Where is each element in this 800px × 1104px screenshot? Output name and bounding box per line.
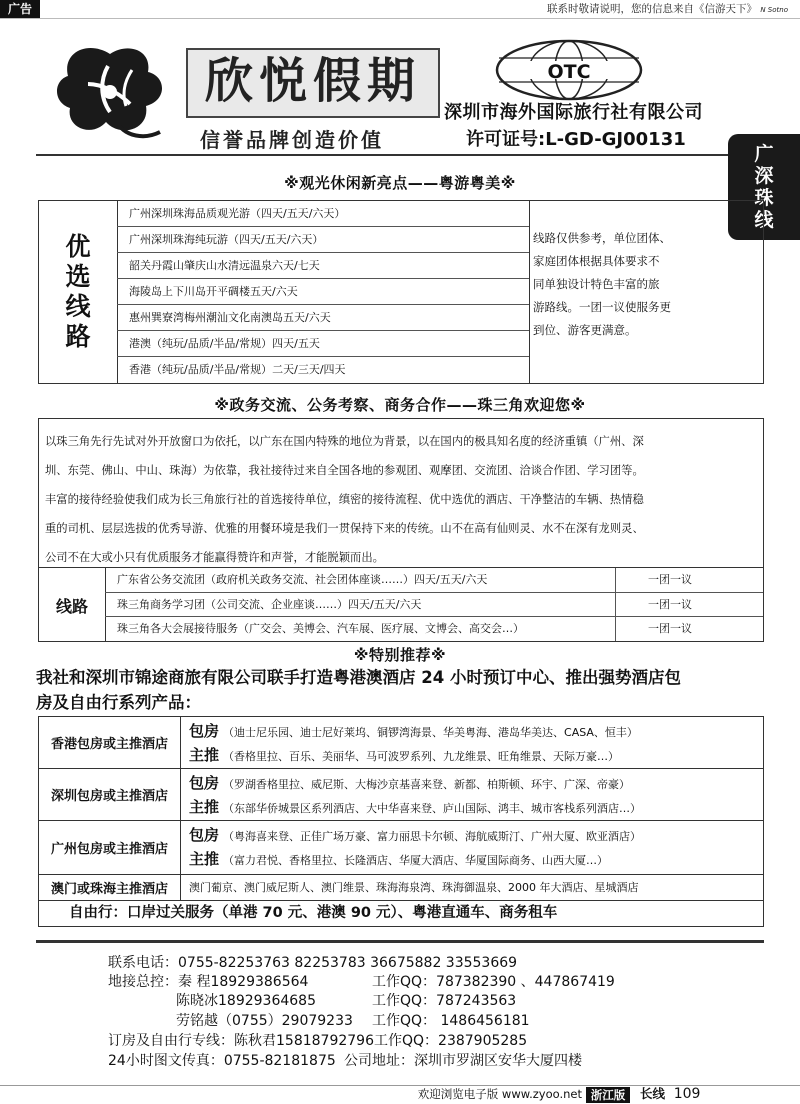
contact-booking-qq: 工作QQ：2387905285 bbox=[374, 1033, 528, 1049]
business-route-price: 一团一议 bbox=[615, 593, 763, 617]
business-intro-line: 重的司机、层层选拔的优秀导游、优雅的用餐环境是我们一贯保持下来的传统。山不在高有仙则灵、水不在深有龙则灵、 bbox=[45, 522, 644, 535]
ad-tag: 广告 bbox=[0, 0, 40, 18]
flower-logo-icon bbox=[48, 40, 173, 145]
contact-ground-qq: 工作QQ：787382390 、447867419 bbox=[372, 974, 615, 990]
business-intro-line: 丰富的接待经验使我们成为长三角旅行社的首选接待单位，缜密的接待流程、优中选优的酒店、干净整洁的车辆、热情稳 bbox=[45, 493, 644, 506]
section-title-sightseeing: ※观光休闲新亮点——粤游粤美※ bbox=[284, 174, 516, 192]
contact-address: 公司地址：深圳市罗湖区安华大厦四楼 bbox=[344, 1053, 582, 1069]
featured-routes-heading bbox=[39, 201, 118, 383]
business-intro bbox=[45, 427, 759, 572]
contact-person-qq: 工作QQ：787243563 bbox=[372, 993, 517, 1009]
side-tab-char: 珠 bbox=[754, 187, 774, 209]
hotel-region: 深圳包房或主推酒店 bbox=[39, 769, 181, 821]
contact-person: 劳铭越（0755）29079233 bbox=[176, 1013, 353, 1029]
footer-edition-badge: 浙江版 bbox=[586, 1087, 630, 1103]
route-note-line: 同单独设计特色丰富的旅 bbox=[533, 277, 660, 291]
license-number: 许可证号:L-GD-GJ00131 bbox=[466, 129, 686, 150]
hotel-region: 广州包房或主推酒店 bbox=[39, 821, 181, 875]
footer-site: 欢迎浏览电子版 www.zyoo.net bbox=[417, 1087, 582, 1101]
section-title-business: ※政务交流、公务考察、商务合作——珠三角欢迎您※ bbox=[214, 396, 586, 414]
hotel-table bbox=[38, 716, 764, 927]
route-item: 广州深圳珠海品质观光游（四天/五天/六天） bbox=[117, 201, 529, 227]
route-item: 广州深圳珠海纯玩游（四天/五天/六天） bbox=[117, 227, 529, 253]
header-divider bbox=[36, 154, 764, 156]
macau-hotel-list: 澳门葡京、澳门威尼斯人、澳门维景、珠海海泉湾、珠海御温泉、2000 年大酒店、星城酒店 bbox=[181, 875, 763, 901]
recommend-intro-text: 我社和深圳市锦途商旅有限公司联手打造 bbox=[36, 668, 333, 687]
business-route-price: 一团一议 bbox=[615, 568, 763, 592]
hotel-list: （东部华侨城景区系列酒店、大中华喜来登、庐山国际、鸿丰、城市客栈系列酒店…） bbox=[223, 802, 642, 815]
route-item: 香港（纯玩/品质/半品/常规）二天/三天/四天 bbox=[129, 363, 346, 376]
business-intro-line: 公司不在大或小只有优质服务才能赢得赞许和声誉，才能脱颖而出。 bbox=[45, 551, 384, 564]
hotel-label: 包房 bbox=[189, 774, 220, 792]
hotel-line-bao bbox=[181, 771, 763, 797]
free-travel-services: 自由行：口岸过关服务（单港 70 元、港澳 90 元）、粤港直通车、商务租车 bbox=[69, 905, 558, 921]
section-title-recommend: ※特别推荐※ bbox=[353, 646, 447, 664]
featured-routes-table bbox=[38, 200, 764, 384]
hotel-label: 包房 bbox=[189, 826, 220, 844]
route-item: 港澳（纯玩/品质/半品/常规）四天/五天 bbox=[117, 331, 529, 357]
hotel-label: 主推 bbox=[189, 798, 220, 816]
page-number: 109 bbox=[673, 1086, 701, 1102]
route-item: 惠州巽寮湾梅州潮汕文化南澳岛五天/六天 bbox=[117, 305, 529, 331]
business-route-name: 珠三角各大会展接待服务（广交会、美博会、汽车展、医疗展、文博会、高交会…） bbox=[117, 622, 524, 636]
contact-divider bbox=[36, 940, 764, 943]
side-tab-char: 广 bbox=[754, 143, 774, 165]
contact-person-qq: 工作QQ： 1486456181 bbox=[372, 1013, 530, 1029]
hotel-region: 香港包房或主推酒店 bbox=[39, 717, 181, 769]
otc-globe-logo-icon bbox=[494, 38, 644, 102]
hotel-label: 主推 bbox=[189, 746, 220, 764]
recommend-intro-text: 、推出强势酒店包 bbox=[548, 668, 681, 687]
business-intro-line: 圳、东莞、佛山、中山、珠海）为依靠，我社接待过来自全国各地的参观团、观摩团、交流团、洽谈合作团、学习团等。 bbox=[45, 464, 644, 477]
brand-title: 欣悦假期 bbox=[186, 48, 440, 118]
heading-char: 路 bbox=[65, 322, 91, 351]
business-route-row bbox=[105, 568, 763, 593]
recommend-intro-highlight: 粤港澳酒店 24 小时预订中心 bbox=[333, 668, 549, 687]
side-tab-char: 深 bbox=[754, 165, 774, 187]
business-route-name: 广东省公务交流团（政府机关政务交流、社会团体座谈……）四天/五天/六天 bbox=[117, 573, 488, 586]
company-name: 深圳市海外国际旅行社有限公司 bbox=[444, 102, 703, 123]
hotel-line-zhu bbox=[181, 743, 763, 769]
contact-fax: 24小时图文传真：0755-82181875 bbox=[108, 1053, 336, 1069]
business-route-name: 珠三角商务学习团（公司交流、企业座谈……）四天/五天/六天 bbox=[117, 597, 422, 611]
contact-person: 陈晓冰18929364685 bbox=[176, 993, 316, 1009]
route-item: 韶关丹霞山肇庆山水清远温泉六天/七天 bbox=[117, 253, 529, 279]
hotel-list: （富力君悦、香格里拉、长隆酒店、华厦大酒店、华厦国际商务、山西大厦…） bbox=[223, 854, 609, 867]
route-item: 海陵岛上下川岛开平碉楼五天/六天 bbox=[117, 279, 529, 305]
slogan: 信誉品牌创造价值 bbox=[200, 128, 384, 152]
hotel-label: 主推 bbox=[189, 850, 220, 868]
side-tab-char: 线 bbox=[754, 209, 774, 231]
source-note-mark: N Sotno bbox=[760, 6, 788, 14]
business-intro-line: 以珠三角先行先试对外开放窗口为依托，以广东在国内特殊的地位为背景，以在国内的极具知名度的经济重镇（广州、深 bbox=[45, 435, 644, 448]
footer-page bbox=[640, 1085, 700, 1103]
hotel-list: （迪士尼乐园、迪士尼好莱坞、铜锣湾海景、华美粤海、港岛华美达、CASA、恒丰） bbox=[223, 726, 638, 739]
business-route-row bbox=[105, 593, 763, 618]
recommend-intro bbox=[36, 665, 766, 715]
contact-ground: 地接总控：秦 程18929386564 bbox=[108, 974, 309, 990]
business-routes-heading: 线路 bbox=[39, 568, 106, 642]
route-note-line: 游路线。一团一议使服务更 bbox=[533, 300, 671, 314]
hotel-line-bao bbox=[181, 823, 763, 849]
hotel-line-bao bbox=[181, 719, 763, 745]
business-route-price: 一团一议 bbox=[615, 617, 763, 641]
route-note-line: 线路仅供参考，单位团体、 bbox=[533, 231, 671, 245]
heading-char: 优 bbox=[65, 232, 91, 261]
business-route-row bbox=[105, 617, 763, 642]
business-box bbox=[38, 418, 764, 642]
route-note-line: 到位、游客更满意。 bbox=[533, 323, 637, 337]
contact-booking: 订房及自由行专线：陈秋君15818792796 bbox=[108, 1033, 374, 1049]
recommend-intro-text: 房及自由行系列产品： bbox=[36, 693, 201, 712]
hotel-region: 澳门或珠海主推酒店 bbox=[39, 875, 181, 901]
hotel-list: （罗湖香格里拉、威尼斯、大梅沙京基喜来登、新都、柏斯顿、环宇、广深、帝豪） bbox=[223, 778, 631, 791]
hotel-list: （粤海喜来登、正佳广场万豪、富力丽思卡尔顿、海航威斯汀、广州大厦、欧亚酒店） bbox=[223, 830, 642, 843]
hotel-label: 包房 bbox=[189, 722, 220, 740]
contact-phone: 联系电话：0755-82253763 82253783 36675882 33553669 bbox=[108, 955, 518, 971]
heading-char: 选 bbox=[65, 262, 91, 291]
route-note bbox=[529, 227, 761, 342]
hotel-line-zhu bbox=[181, 795, 763, 821]
hotel-line-zhu bbox=[181, 847, 763, 875]
route-list bbox=[117, 201, 530, 383]
route-note-line: 家庭团体根据具体要求不 bbox=[533, 254, 660, 268]
footer-line-type: 长线 bbox=[640, 1086, 666, 1101]
source-note bbox=[547, 0, 788, 18]
source-note-text: 联系时敬请说明，您的信息来自《信游天下》 bbox=[547, 3, 757, 15]
hotel-list: （香格里拉、百乐、美丽华、马可波罗系列、九龙维景、旺角维景、天际万豪…） bbox=[223, 750, 620, 763]
business-routes bbox=[39, 567, 763, 642]
heading-char: 线 bbox=[65, 292, 91, 321]
otc-text: OTC bbox=[547, 61, 591, 83]
